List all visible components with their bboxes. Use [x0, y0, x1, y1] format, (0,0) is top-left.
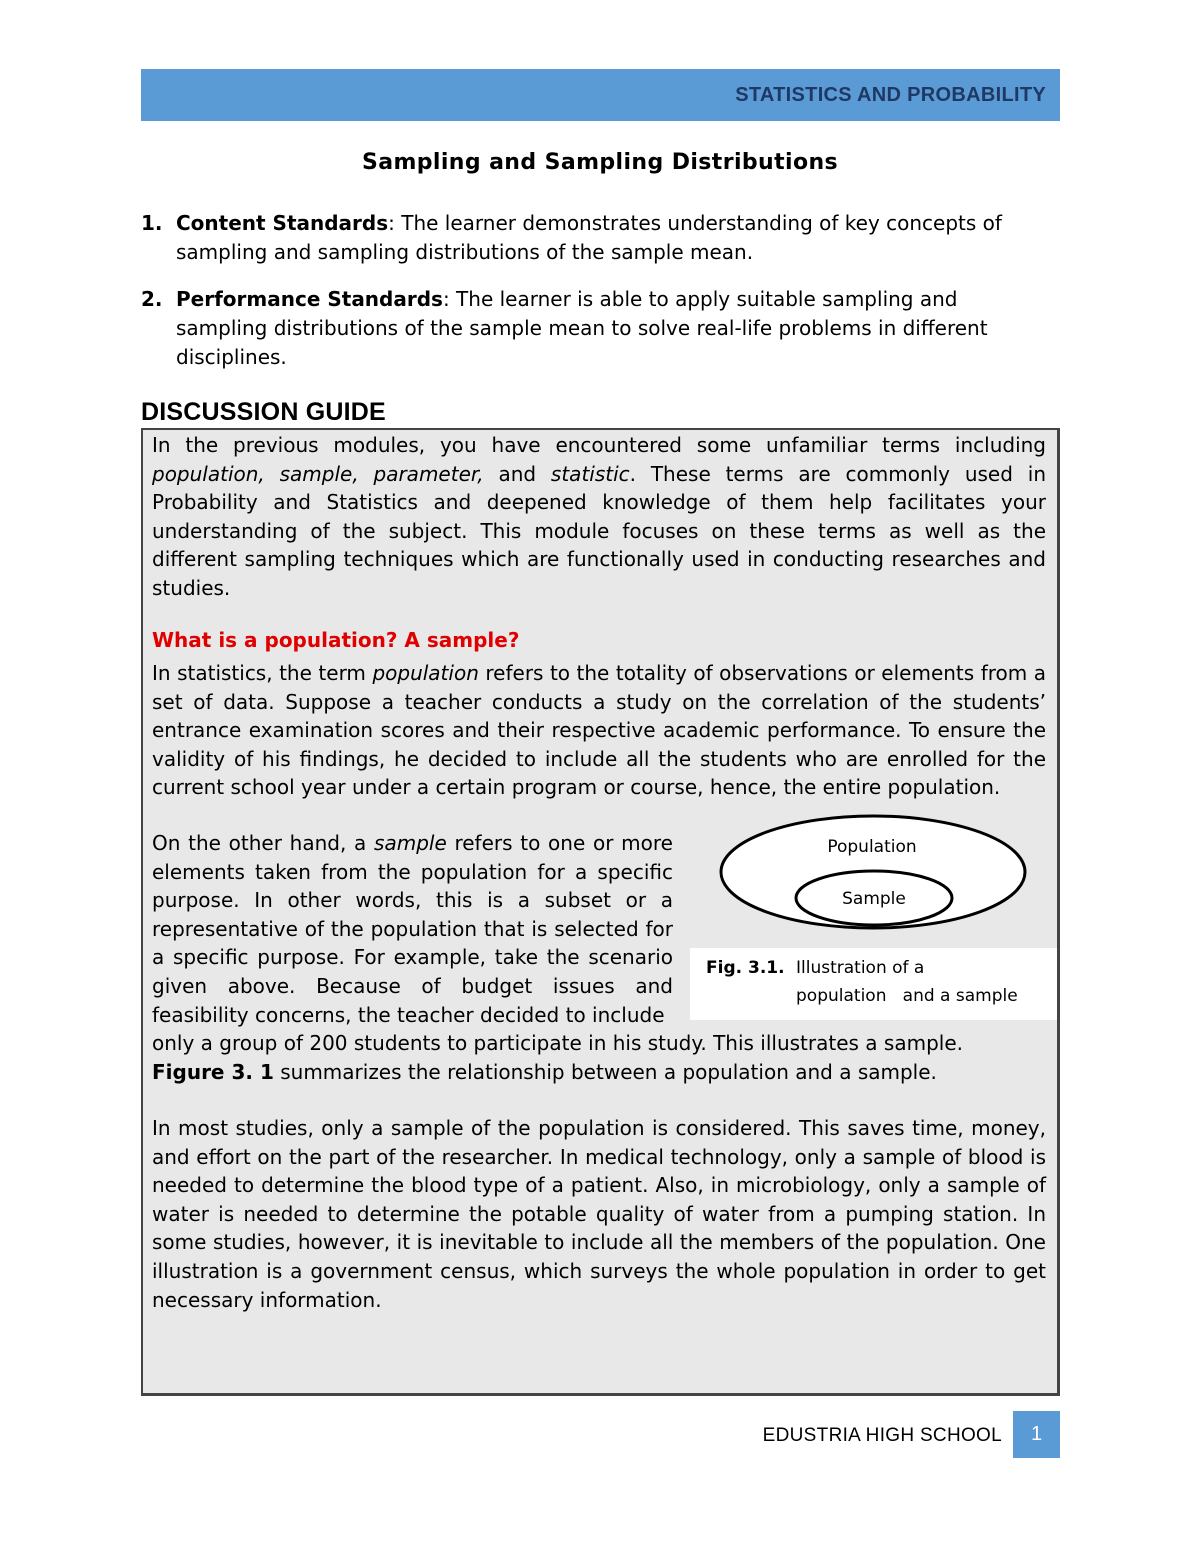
- school-name: EDUSTRIA HIGH SCHOOL: [762, 1425, 1002, 1446]
- discussion-heading: DISCUSSION GUIDE: [141, 398, 386, 426]
- text-run: In statistics, the term: [152, 661, 373, 685]
- standard-label: Content Standards: [176, 211, 389, 235]
- text-run: only a group of 200 students to participate in his study. This illustrates a sample.: [152, 1031, 963, 1055]
- standard-text: : The learner is able to apply suitable sampling and sampling distributions of the sample mean to solve real-life problems in different disciplines.: [176, 287, 988, 369]
- document-title: Sampling and Sampling Distributions: [361, 150, 839, 175]
- subject-title: STATISTICS AND PROBABILITY: [735, 84, 1046, 106]
- text-run: refers to the totality of observations or elements from a set of data. Suppose a teacher conducts a study on the correlation of the students’ entrance examination scores and their respective academic performance. To ensure the validity of his findings, he decided to include all the students who are enrolled for the current school year under a certain program or course, hence, the entire population.: [152, 661, 1046, 800]
- intro-paragraph: [152, 431, 1046, 603]
- figure-reference: Figure 3. 1: [152, 1059, 274, 1084]
- sample-label: Sample: [842, 889, 906, 909]
- caption-line-1: Illustration of a: [796, 958, 925, 978]
- content-standards: [141, 209, 1041, 267]
- performance-standards: [141, 285, 1041, 372]
- closing-paragraph: In most studies, only a sample of the population is considered. This saves time, money, and effort on the part of the researcher. In medical technology, only a sample of blood is needed to determine the blood type of a patient. Also, in microbiology, only a sample of water is needed to determine the potable quality of water from a pumping station. In some studies, however, it is inevitable to include all the members of the population. One illustration is a government census, which surveys the whole population in order to get necessary information.: [152, 1116, 1046, 1312]
- sample-paragraph: [152, 829, 673, 1029]
- text-run: summarizes the relationship between a population and a sample.: [273, 1059, 937, 1084]
- text-run: refers to one or more elements taken from the population for a specific purpose. In other words, this is a subset or a representative of the population that is selected for a specific purpose. For example, take the scenario given above. Because of budget issues and feasibility concerns, the teacher decided to include: [152, 831, 673, 1027]
- population-sample-diagram: [716, 813, 1030, 933]
- text-run: In the previous modules, you have encountered some unfamiliar terms including: [152, 433, 1046, 457]
- standard-label: Performance Standards: [176, 287, 443, 311]
- list-number: 1.: [141, 211, 163, 235]
- standard-text: : The learner demonstrates understanding of key concepts of sampling and sampling distributions of the sample mean.: [176, 211, 1002, 264]
- figure-caption: [690, 948, 1057, 1020]
- text-run: On the other hand, a: [152, 831, 375, 855]
- question-heading: What is a population? A sample?: [152, 628, 520, 652]
- caption-line-2: population and a sample: [796, 986, 1018, 1006]
- population-paragraph: [152, 659, 1046, 802]
- sample-paragraph-continued: [152, 1029, 1046, 1086]
- page-number: 1: [1013, 1411, 1060, 1458]
- subject-header-bar: [141, 69, 1060, 121]
- term-statistic: statistic: [550, 461, 630, 486]
- list-number: 2.: [141, 287, 163, 311]
- population-label: Population: [827, 837, 917, 857]
- term-sample: sample: [374, 831, 447, 855]
- caption-label: Fig. 3.1.: [706, 958, 785, 978]
- text-run: and: [483, 461, 551, 486]
- term-population: population: [372, 661, 479, 685]
- text-run: . These terms are commonly used in Probability and Statistics and deepened knowledge of them help facilitates your understanding of the subject. This module focuses on these terms as well as the different sampling techniques which are functionally used in conducting researches and studies.: [152, 461, 1046, 600]
- term-list: population, sample, parameter,: [152, 461, 484, 486]
